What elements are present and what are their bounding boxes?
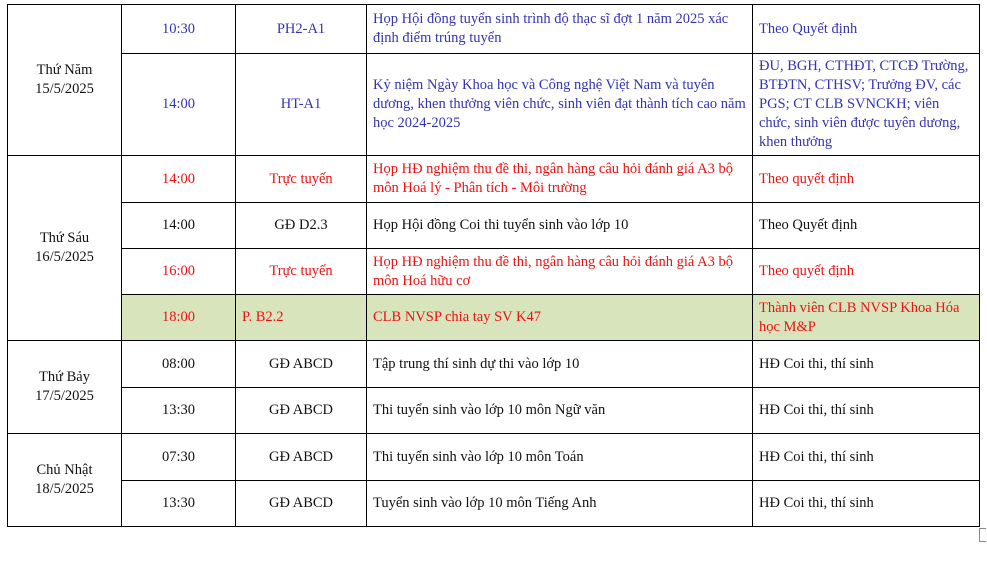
content-cell: Họp Hội đồng tuyển sinh trình độ thạc sĩ đợt 1 năm 2025 xác định điểm trúng tuyển: [367, 5, 753, 54]
day-cell: [8, 156, 122, 341]
content-cell: Họp Hội đồng Coi thi tuyển sinh vào lớp 10: [367, 203, 753, 249]
day-date: 15/5/2025: [35, 81, 94, 97]
day-name: Thứ Năm: [36, 62, 93, 78]
table-row: [8, 388, 980, 434]
attendees-cell: Thành viên CLB NVSP Khoa Hóa học M&P: [753, 295, 980, 341]
location-cell: Trực tuyến: [236, 249, 367, 295]
time-cell: 13:30: [122, 388, 236, 434]
location-cell: GĐ D2.3: [236, 203, 367, 249]
day-name: Thứ Sáu: [39, 230, 90, 246]
location-cell: GĐ ABCD: [236, 481, 367, 527]
table-row-highlighted: [8, 295, 980, 341]
location-cell: PH2-A1: [236, 5, 367, 54]
location-cell: P. B2.2: [236, 295, 367, 341]
table-row: [8, 481, 980, 527]
time-cell: 14:00: [122, 54, 236, 156]
table-row: [8, 54, 980, 156]
day-date: 16/5/2025: [35, 249, 94, 265]
schedule-table: [7, 4, 980, 527]
attendees-cell: HĐ Coi thi, thí sinh: [753, 481, 980, 527]
time-cell: 14:00: [122, 203, 236, 249]
content-cell: Họp HĐ nghiệm thu đề thi, ngân hàng câu hỏi đánh giá A3 bộ môn Hoá hữu cơ: [367, 249, 753, 295]
day-name: Thứ Bảy: [39, 369, 90, 385]
attendees-cell: HĐ Coi thi, thí sinh: [753, 388, 980, 434]
attendees-cell: Theo quyết định: [753, 156, 980, 203]
day-date: 17/5/2025: [35, 388, 94, 404]
attendees-cell: Theo quyết định: [753, 249, 980, 295]
content-cell: Thi tuyển sinh vào lớp 10 môn Ngữ văn: [367, 388, 753, 434]
time-cell: 13:30: [122, 481, 236, 527]
time-cell: 08:00: [122, 341, 236, 388]
content-cell: Tuyển sinh vào lớp 10 môn Tiếng Anh: [367, 481, 753, 527]
content-cell: Tập trung thí sinh dự thi vào lớp 10: [367, 341, 753, 388]
attendees-cell: HĐ Coi thi, thí sinh: [753, 434, 980, 481]
day-cell: [8, 434, 122, 527]
day-name: Chủ Nhật: [36, 462, 93, 478]
table-row: [8, 5, 980, 54]
table-row: [8, 434, 980, 481]
table-row: [8, 203, 980, 249]
table-row: [8, 156, 980, 203]
attendees-cell: ĐU, BGH, CTHĐT, CTCĐ Trường, BTĐTN, CTHSV; Trưởng ĐV, các PGS; CT CLB SVNCKH; viên chức, sinh viên được tuyên dương, khen thưởng: [753, 54, 980, 156]
location-cell: HT-A1: [236, 54, 367, 156]
content-cell: Họp HĐ nghiệm thu đề thi, ngân hàng câu hỏi đánh giá A3 bộ môn Hoá lý - Phân tích - Môi trường: [367, 156, 753, 203]
time-cell: 10:30: [122, 5, 236, 54]
table-row: [8, 249, 980, 295]
table-row: [8, 341, 980, 388]
location-cell: GĐ ABCD: [236, 341, 367, 388]
attendees-cell: Theo Quyết định: [753, 203, 980, 249]
content-cell: Thi tuyển sinh vào lớp 10 môn Toán: [367, 434, 753, 481]
content-cell: Kỷ niệm Ngày Khoa học và Công nghệ Việt Nam và tuyên dương, khen thưởng viên chức, sinh viên đạt thành tích cao năm học 2024-2025: [367, 54, 753, 156]
attendees-cell: Theo Quyết định: [753, 5, 980, 54]
time-cell: 14:00: [122, 156, 236, 203]
day-date: 18/5/2025: [35, 481, 94, 497]
location-cell: GĐ ABCD: [236, 388, 367, 434]
time-cell: 16:00: [122, 249, 236, 295]
location-cell: Trực tuyến: [236, 156, 367, 203]
location-cell: GĐ ABCD: [236, 434, 367, 481]
content-cell: CLB NVSP chia tay SV K47: [367, 295, 753, 341]
attendees-cell: HĐ Coi thi, thí sinh: [753, 341, 980, 388]
resize-handle-icon[interactable]: [979, 528, 986, 542]
day-cell: [8, 341, 122, 434]
day-cell: [8, 5, 122, 156]
time-cell: 18:00: [122, 295, 236, 341]
time-cell: 07:30: [122, 434, 236, 481]
